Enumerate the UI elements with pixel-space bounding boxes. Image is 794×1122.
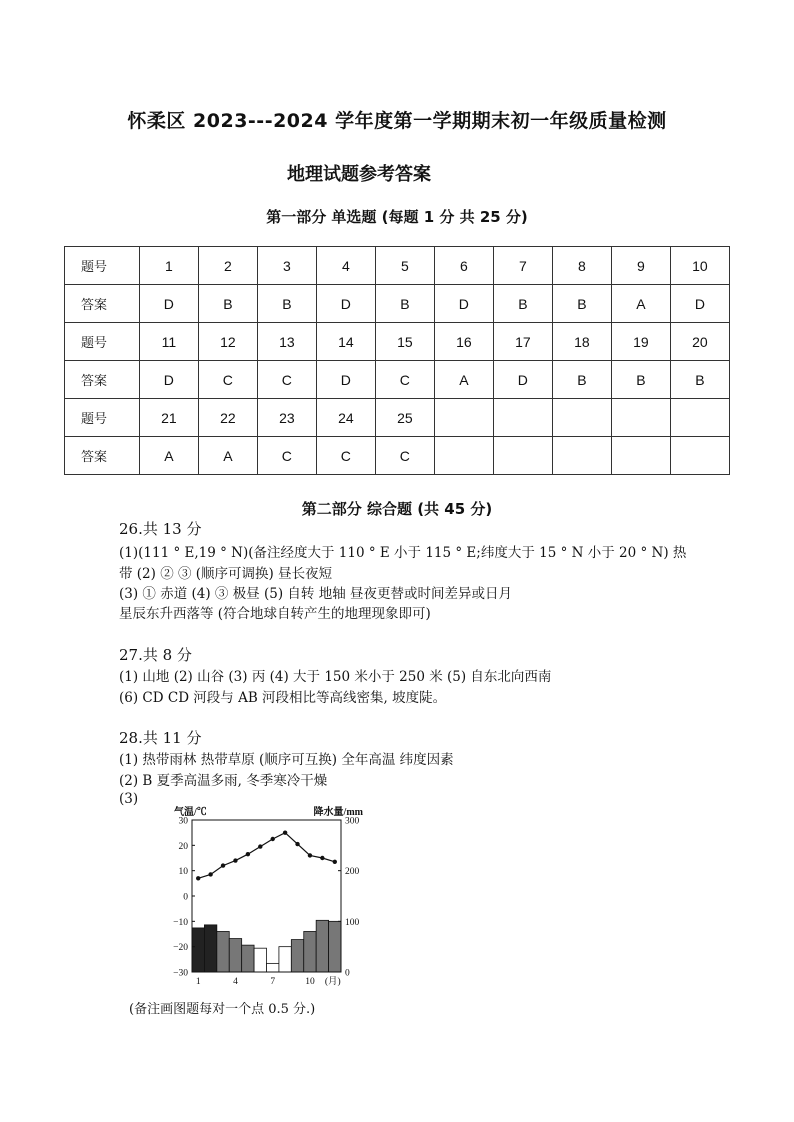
document-title: 怀柔区 2023---2024 学年度第一学期期末初一年级质量检测	[127, 110, 667, 132]
temperature-point	[233, 858, 237, 862]
answer-cell	[434, 437, 493, 475]
row-label-answer: 答案	[65, 361, 140, 399]
q28-note: (备注画图题每对一个点 0.5 分.)	[129, 1002, 316, 1017]
temperature-point	[283, 830, 287, 834]
question-number-cell: 24	[316, 399, 375, 437]
temperature-point	[320, 856, 324, 860]
question-number-cell: 7	[493, 247, 552, 285]
temperature-point	[258, 844, 262, 848]
question-number-cell: 1	[139, 247, 198, 285]
question-number-cell: 8	[552, 247, 611, 285]
precipitation-bar	[291, 940, 303, 972]
left-tick-label: 0	[183, 892, 188, 903]
precipitation-bar	[229, 939, 241, 972]
precipitation-bar	[279, 947, 291, 972]
temperature-point	[208, 872, 212, 876]
answer-row	[65, 437, 730, 475]
row-label-answer: 答案	[65, 437, 140, 475]
part2-heading: 第二部分 综合题 (共 45 分)	[301, 500, 493, 518]
question-number-cell: 14	[316, 323, 375, 361]
answer-cell	[670, 437, 729, 475]
climate-chart	[150, 798, 370, 994]
question-number-cell	[552, 399, 611, 437]
answer-cell: A	[434, 361, 493, 399]
temperature-point	[246, 852, 250, 856]
question-number-cell	[493, 399, 552, 437]
row-label-question: 题号	[65, 323, 140, 361]
temperature-point	[333, 860, 337, 864]
question-number-cell: 6	[434, 247, 493, 285]
answer-cell: C	[375, 361, 434, 399]
answer-cell: C	[257, 361, 316, 399]
right-tick-label: 300	[345, 816, 360, 827]
answer-cell: B	[670, 361, 729, 399]
document-subtitle: 地理试题参考答案	[287, 164, 431, 185]
question-number-cell: 23	[257, 399, 316, 437]
question-number-cell: 15	[375, 323, 434, 361]
answer-cell: A	[139, 437, 198, 475]
answer-cell: C	[375, 437, 434, 475]
question-number-cell: 17	[493, 323, 552, 361]
precipitation-bar	[254, 948, 266, 972]
x-tick-label: 10	[305, 977, 315, 987]
left-tick-label: 10	[178, 867, 188, 878]
right-tick-label: 0	[345, 968, 350, 979]
temperature-line	[198, 833, 335, 879]
question-number-cell: 19	[611, 323, 670, 361]
answer-cell: B	[198, 285, 257, 323]
question-number-cell: 22	[198, 399, 257, 437]
question-number-cell	[434, 399, 493, 437]
question-number-cell: 4	[316, 247, 375, 285]
question-number-cell: 3	[257, 247, 316, 285]
right-tick-label: 200	[345, 867, 360, 878]
q27-title: 27.共 8 分	[119, 646, 192, 664]
answer-cell	[493, 437, 552, 475]
question-number-cell	[611, 399, 670, 437]
precipitation-bar	[192, 928, 204, 972]
answer-cell: D	[139, 361, 198, 399]
q26-line1: (1)(111 ° E,19 ° N)(备注经度大于 110 ° E 小于 115 ° E;纬度大于 15 ° N 小于 20 ° N) 热	[119, 545, 687, 561]
q27-line2: (6) CD CD 河段与 AB 河段相比等高线密集, 坡度陡。	[119, 690, 447, 706]
answer-cell: D	[316, 361, 375, 399]
answer-cell: C	[316, 437, 375, 475]
left-tick-label: −10	[173, 917, 188, 928]
question-number-cell: 12	[198, 323, 257, 361]
answer-cell: B	[375, 285, 434, 323]
row-label-question: 题号	[65, 247, 140, 285]
right-tick-label: 100	[345, 917, 360, 928]
question-number-cell: 18	[552, 323, 611, 361]
x-tick-label: 4	[233, 977, 238, 987]
left-tick-label: −30	[173, 968, 188, 979]
x-tick-label: 1	[195, 977, 201, 987]
temperature-point	[196, 876, 200, 880]
question-number-cell: 21	[139, 399, 198, 437]
left-tick-label: 30	[178, 816, 188, 827]
temperature-point	[271, 837, 275, 841]
question-number-row	[65, 399, 730, 437]
answer-cell: D	[670, 285, 729, 323]
x-tick-label: 7	[270, 977, 276, 987]
question-number-cell: 11	[139, 323, 198, 361]
q26-line2: 带 (2) ② ③ (顺序可调换) 昼长夜短	[119, 566, 333, 582]
left-tick-label: 20	[178, 841, 188, 852]
row-label-answer: 答案	[65, 285, 140, 323]
answer-cell: A	[611, 285, 670, 323]
answer-cell: D	[434, 285, 493, 323]
precipitation-bar	[267, 963, 279, 972]
x-unit-label: (月)	[324, 977, 341, 987]
answer-cell: B	[611, 361, 670, 399]
question-number-cell: 16	[434, 323, 493, 361]
right-axis-title: 降水量/mm	[313, 807, 363, 818]
question-number-cell: 9	[611, 247, 670, 285]
q26-line3: (3) ① 赤道 (4) ③ 极昼 (5) 自转 地轴 昼夜更替或时间差异或日月	[119, 586, 512, 602]
temperature-point	[221, 863, 225, 867]
left-tick-label: −20	[173, 943, 188, 954]
answer-cell: D	[493, 361, 552, 399]
answer-cell: B	[552, 361, 611, 399]
row-label-question: 题号	[65, 399, 140, 437]
q26-line4: 星辰东升西落等 (符合地球自转产生的地理现象即可)	[119, 606, 431, 622]
answer-cell: C	[257, 437, 316, 475]
question-number-cell: 20	[670, 323, 729, 361]
temperature-point	[308, 853, 312, 857]
answer-cell	[611, 437, 670, 475]
answer-cell: D	[139, 285, 198, 323]
answer-cell: D	[316, 285, 375, 323]
precipitation-bar	[204, 925, 216, 972]
q28-line1: (1) 热带雨林 热带草原 (顺序可互换) 全年高温 纬度因素	[119, 752, 454, 768]
answer-cell	[552, 437, 611, 475]
precipitation-bar	[329, 921, 341, 972]
part1-heading: 第一部分 单选题 (每题 1 分 共 25 分)	[266, 208, 528, 226]
question-number-cell: 10	[670, 247, 729, 285]
question-number-cell	[670, 399, 729, 437]
precipitation-bar	[316, 920, 328, 972]
q28-line2: (2) B 夏季高温多雨, 冬季寒冷干燥	[119, 773, 328, 789]
answer-row	[65, 361, 730, 399]
question-number-cell: 2	[198, 247, 257, 285]
answer-row	[65, 285, 730, 323]
temperature-point	[295, 842, 299, 846]
precipitation-bar	[304, 931, 316, 972]
q28-line3: (3)	[119, 791, 139, 807]
question-number-cell: 13	[257, 323, 316, 361]
answer-cell: B	[552, 285, 611, 323]
answer-cell: A	[198, 437, 257, 475]
answer-cell: B	[257, 285, 316, 323]
left-axis-title: 气温/℃	[174, 807, 207, 818]
q27-line1: (1) 山地 (2) 山谷 (3) 丙 (4) 大于 150 米小于 250 米 (5) 自东北向西南	[119, 669, 552, 685]
q26-title: 26.共 13 分	[119, 520, 202, 538]
question-number-row	[65, 323, 730, 361]
answer-table	[64, 246, 730, 475]
question-number-cell: 5	[375, 247, 434, 285]
answer-cell: B	[493, 285, 552, 323]
question-number-row	[65, 247, 730, 285]
question-number-cell: 25	[375, 399, 434, 437]
answer-cell: C	[198, 361, 257, 399]
q28-title: 28.共 11 分	[119, 729, 202, 747]
precipitation-bar	[217, 931, 229, 972]
precipitation-bar	[242, 945, 254, 972]
